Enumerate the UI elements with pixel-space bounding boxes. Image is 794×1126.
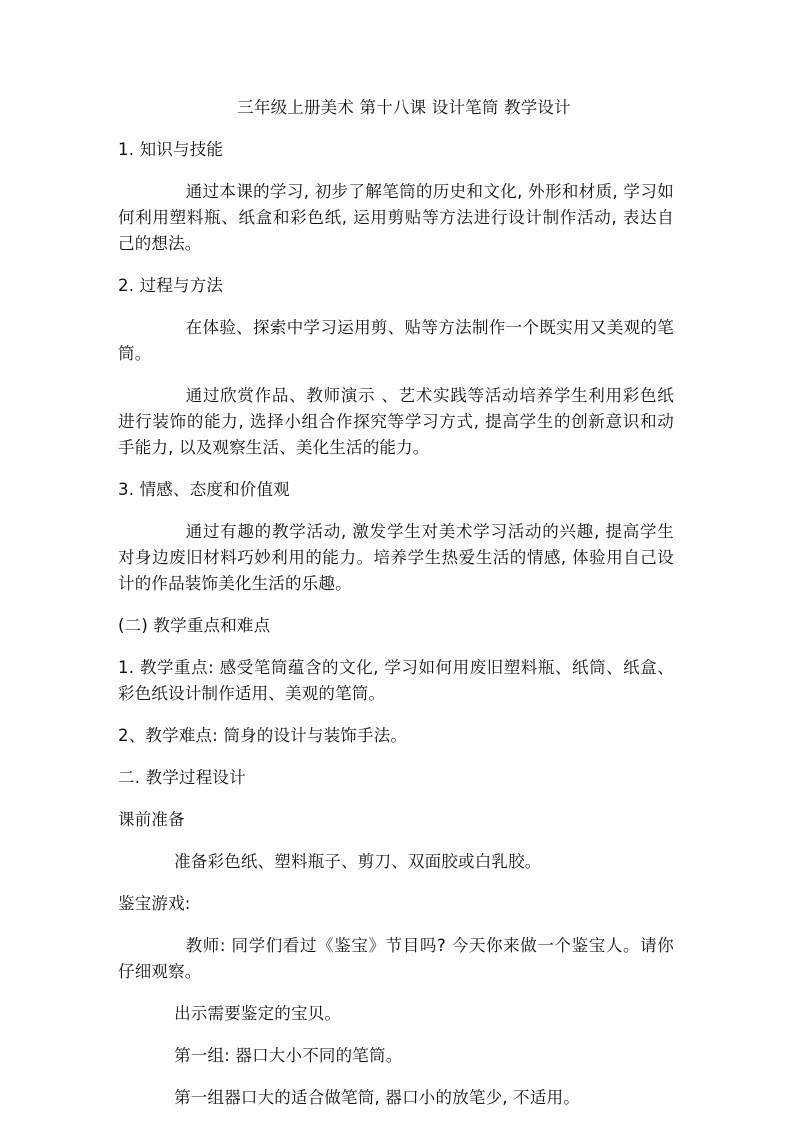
teacher-dialogue: 教师: 同学们看过《鉴宝》节目吗? 今天你来做一个鉴宝人。请你仔细观察。: [118, 936, 674, 981]
document-body: [118, 95, 674, 1126]
section-heading-key-difficult-points: (二) 教学重点和难点: [118, 616, 271, 635]
group-one-result: 第一组器口大的适合做笔筒, 器口小的放笔少, 不适用。: [174, 1088, 580, 1107]
section-heading-process-methods: 2. 过程与方法: [118, 276, 224, 295]
paragraph-process-methods-1: 在体验、探索中学习运用剪、贴等方法制作一个既实用又美观的笔筒。: [118, 318, 674, 363]
paragraph-knowledge-skills: 通过本课的学习, 初步了解笔筒的历史和文化, 外形和材质, 学习如何利用塑料瓶、纸盒和彩色纸, 运用剪贴等方法进行设计制作活动, 表达自己的想法。: [118, 182, 674, 253]
group-one-text: 第一组: 器口大小不同的笔筒。: [174, 1046, 403, 1065]
subheading-treasure-game: 鉴宝游戏:: [118, 894, 191, 913]
document-title: 三年级上册美术 第十八课 设计笔筒 教学设计: [237, 98, 571, 117]
section-heading-knowledge-skills: 1. 知识与技能: [118, 140, 224, 159]
preparation-text: 准备彩色纸、塑料瓶子、剪刀、双面胶或白乳胶。: [174, 852, 542, 871]
paragraph-process-methods-2: 通过欣赏作品、教师演示 、艺术实践等活动培养学生利用彩色纸进行装饰的能力, 选择小组合作探究等学习方式, 提高学生的创新意识和动手能力, 以及观察生活、美化生活的能力。: [118, 386, 674, 457]
difficult-point-item: 2、教学难点: 筒身的设计与装饰手法。: [118, 726, 408, 745]
paragraph-emotion-values: 通过有趣的教学活动, 激发学生对美术学习活动的兴趣, 提高学生对身边废旧材料巧妙利用的能力。培养学生热爱生活的情感, 体验用自己设计的作品装饰美化生活的乐趣。: [118, 522, 674, 593]
show-treasure-text: 出示需要鉴定的宝贝。: [174, 1004, 342, 1023]
section-heading-teaching-process: 二. 教学过程设计: [118, 768, 246, 787]
subheading-preparation: 课前准备: [118, 810, 185, 829]
key-point-item: 1. 教学重点: 感受笔筒蕴含的文化, 学习如何用废旧塑料瓶、纸筒、纸盒、彩色纸设计制作适用、美观的笔筒。: [118, 658, 674, 703]
section-heading-emotion-values: 3. 情感、态度和价值观: [118, 480, 290, 499]
